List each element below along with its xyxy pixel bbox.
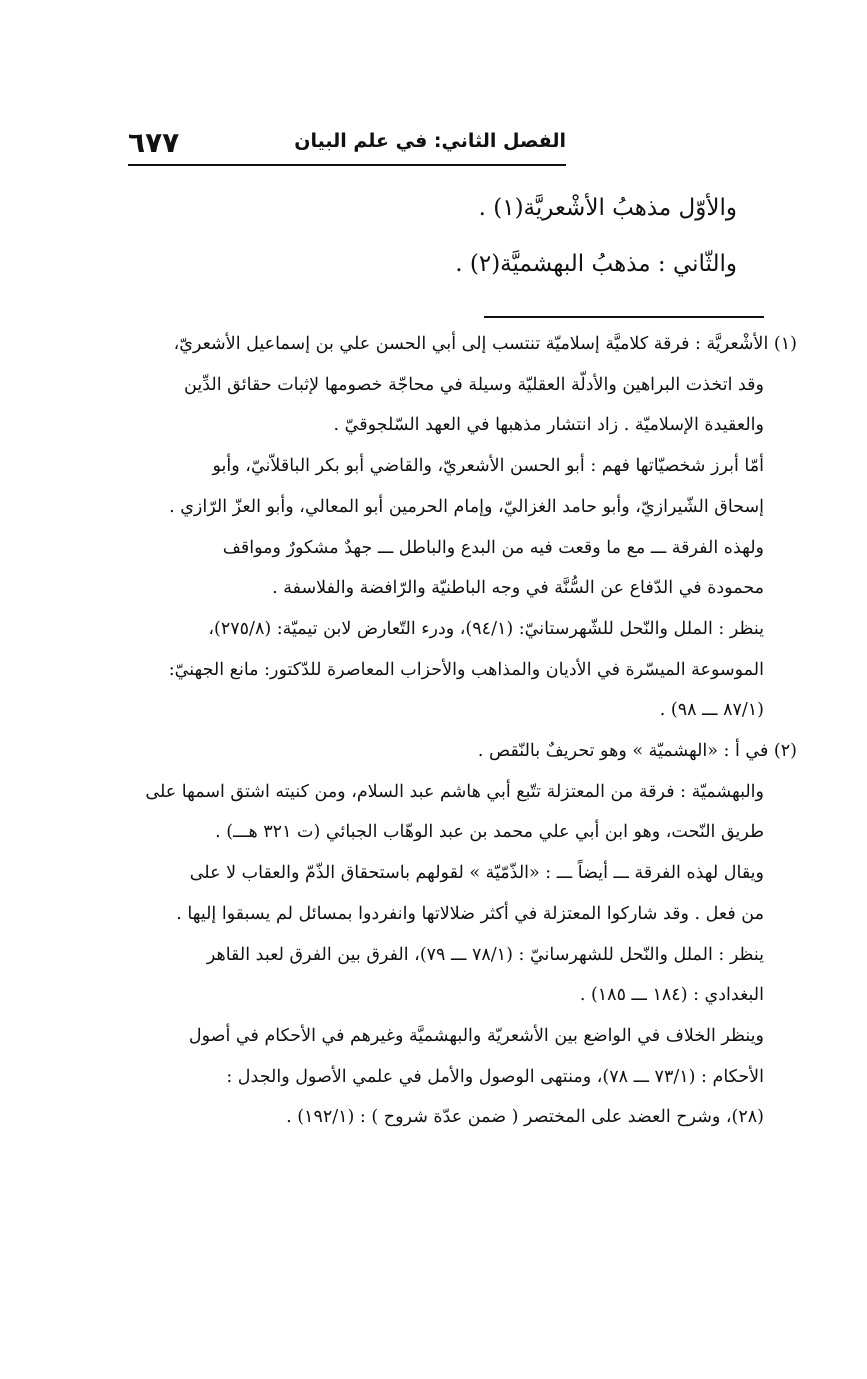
footnote-line: (٢) في أ : «الهشميّة » وهو تحريفٌ بالنّقص . — [477, 741, 797, 762]
footnote-line: (٨٧/١ ـــ ٩٨) . — [659, 700, 764, 721]
footnote-line: وقد اتخذت البراهين والأدلّة العقليّة وسيلة في محاجّة خصومها لإثبات حقائق الدِّين — [184, 374, 764, 395]
main-line: والثّاني : مذهبُ البهشميَّة(٢) . — [455, 251, 737, 277]
footnote-line: ينظر : الملل والنّحل للشهرسانيّ : (٧٨/١ ـــ ٧٩)، الفرق بين الفرق لعبد القاهر — [206, 944, 764, 965]
footnote-line: من فعل . وقد شاركوا المعتزلة في أكثر ضلالاتها وانفردوا بمسائل لم يسبقوا إليها . — [176, 903, 764, 924]
footnote-line: ينظر : الملل والنّحل للشّهرستانيّ: (٩٤/١)، ودرء التّعارض لابن تيميّة: (٢٧٥/٨)، — [208, 618, 764, 639]
footnote-line: ولهذه الفرقة ـــ مع ما وقعت فيه من البدع والباطل ـــ جهدٌ مشكورٌ ومواقف — [222, 537, 764, 558]
page-number: ٦٧٧ — [128, 126, 180, 159]
footnote-separator — [484, 316, 764, 318]
footnote-1 — [104, 324, 797, 731]
footnote-line: الأحكام : (٧٣/١ ـــ ٧٨)، ومنتهى الوصول والأمل في علمي الأصول والجدل : — [226, 1066, 764, 1087]
chapter-title: الفصل الثاني: في علم البيان — [294, 130, 566, 152]
main-text — [137, 180, 737, 292]
footnote-line: إسحاق الشّيرازيّ، وأبو حامد الغزاليّ، وإمام الحرمين أبو المعالي، وأبو العزّ الرّازي . — [169, 496, 764, 517]
footnote-line: طريق النّحت، وهو ابن أبي علي محمد بن عبد الوهّاب الجبائي (ت ٣٢١ هـــ) . — [215, 822, 764, 843]
footnote-line: والبهشميّة : فرقة من المعتزلة تتّبع أبي هاشم عبد السلام، ومن كنيته اشتق اسمها على — [145, 781, 764, 802]
footnote-line: محمودة في الدّفاع عن السُّنَّة في وجه الباطنيّة والرّافضة والفلاسفة . — [272, 578, 764, 599]
footnote-line: أمّا أبرز شخصيّاتها فهم : أبو الحسن الأشعريّ، والقاضي أبو بكر الباقلاّنيّ، وأبو — [212, 456, 764, 477]
footnotes — [104, 324, 797, 1138]
footnote-line: وينظر الخلاف في الواضع بين الأشعريّة والبهشميَّة وغيرهم في الأحكام في أصول — [188, 1025, 764, 1046]
footnote-line: (٢٨)، وشرح العضد على المختصر ( ضمن عدّة شروح ) : (١٩٢/١) . — [286, 1107, 764, 1128]
footnote-line: (١) الأشْعريَّة : فرقة كلاميَّة إسلاميّة تنتسب إلى أبي الحسن علي بن إسماعيل الأشعريّ، — [173, 334, 797, 354]
running-header — [128, 128, 566, 166]
footnote-line: والعقيدة الإسلاميّة . زاد انتشار مذهبها في العهد السّلجوقيّ . — [333, 415, 764, 436]
main-line: والأوّل مذهبُ الأشْعريَّة(١) . — [478, 195, 737, 221]
footnote-2 — [104, 731, 797, 1138]
footnote-line: الموسوعة الميسّرة في الأديان والمذاهب والأحزاب المعاصرة للدّكتور: مانع الجهنيّ: — [168, 659, 764, 680]
footnote-line: البغدادي : (١٨٤ ـــ ١٨٥) . — [579, 985, 764, 1006]
footnote-line: ويقال لهذه الفرقة ـــ أيضاً ـــ : «الذّمّيّة » لقولهم باستحقاق الذّمّ والعقاب لا على — [189, 863, 764, 884]
